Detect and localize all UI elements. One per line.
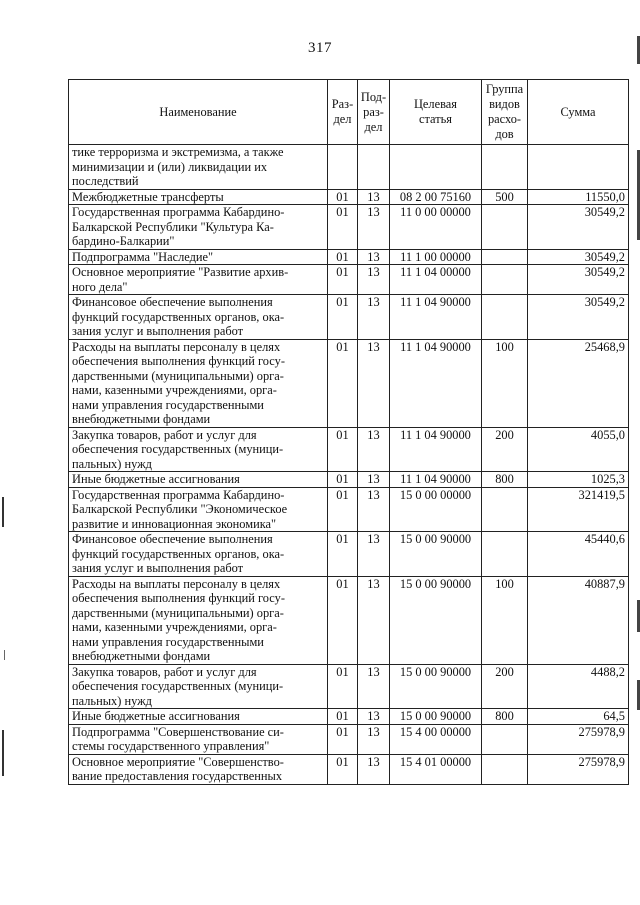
table-row [69, 472, 629, 488]
table-body [69, 145, 629, 785]
row-name-line: Иные бюджетные ассигнования [72, 472, 240, 486]
row-name-line: Закупка товаров, работ и услуг для [72, 427, 257, 442]
razdel-cell: 01 [328, 487, 358, 532]
row-name-line: нами управления государственными [72, 397, 264, 412]
table-row [69, 664, 629, 709]
header-name: Наименование [69, 80, 328, 145]
razdel-cell: 01 [328, 576, 358, 664]
row-name-line: обеспечения государственных (муници- [72, 442, 284, 456]
article-cell: 08 2 00 75160 [390, 189, 482, 205]
sum-cell: 275978,9 [528, 754, 629, 784]
row-name-line: ного дела" [72, 279, 128, 294]
row-name-cell [69, 664, 328, 709]
row-name-cell [69, 472, 328, 488]
row-name-line: Закупка товаров, работ и услуг для [72, 664, 257, 679]
podrazdel-cell: 13 [358, 189, 390, 205]
row-name-line: минимизации и (или) ликвидации их [72, 159, 268, 174]
row-name-cell [69, 487, 328, 532]
group-cell [482, 249, 528, 265]
razdel-cell: 01 [328, 295, 358, 340]
table-row [69, 724, 629, 754]
row-name-line: дарственными (муниципальными) орга- [72, 368, 284, 383]
row-name-line: обеспечения выполнения функций госу- [72, 354, 285, 368]
article-cell: 11 1 04 90000 [390, 427, 482, 472]
article-cell: 11 1 04 00000 [390, 265, 482, 295]
article-cell: 11 1 04 90000 [390, 295, 482, 340]
row-name-line: Балкарской Республики "Экономическое [72, 502, 288, 516]
row-name-line: Межбюджетные трансферты [72, 189, 224, 204]
row-name-line: Государственная программа Кабардино- [72, 487, 285, 502]
row-name-line: Основное мероприятие "Совершенство- [72, 754, 284, 769]
podrazdel-cell: 13 [358, 724, 390, 754]
podrazdel-cell: 13 [358, 427, 390, 472]
sum-cell: 275978,9 [528, 724, 629, 754]
razdel-cell: 01 [328, 472, 358, 488]
row-name-line: Финансовое обеспечение выполнения [72, 532, 273, 546]
row-name-line: Балкарской Республики "Культура Ка- [72, 219, 274, 234]
row-name-line: зания услуг и выполнения работ [72, 324, 244, 338]
row-name-cell [69, 339, 328, 427]
row-name-line: функций государственных органов, ока- [72, 546, 285, 561]
row-name-cell [69, 427, 328, 472]
row-name-line: обеспечения государственных (муници- [72, 679, 284, 693]
razdel-cell: 01 [328, 265, 358, 295]
razdel-cell: 01 [328, 664, 358, 709]
row-name-line: функций государственных органов, ока- [72, 309, 285, 324]
row-name-line: бардино-Балкарии" [72, 234, 175, 248]
row-name-cell [69, 754, 328, 784]
sum-cell: 30549,2 [528, 295, 629, 340]
article-cell: 15 0 00 90000 [390, 576, 482, 664]
group-cell: 800 [482, 709, 528, 725]
row-name-cell [69, 145, 328, 190]
row-name-cell [69, 532, 328, 577]
row-name-line: последствий [72, 174, 139, 188]
scan-margin-mark [4, 650, 5, 660]
row-name-line: Иные бюджетные ассигнования [72, 709, 240, 723]
table-row [69, 709, 629, 725]
scan-margin-mark [2, 497, 4, 527]
podrazdel-cell: 13 [358, 754, 390, 784]
row-name-line: Основное мероприятие "Развитие архив- [72, 265, 289, 279]
table-row [69, 249, 629, 265]
group-cell: 500 [482, 189, 528, 205]
row-name-line: развитие и инновационная экономика" [72, 516, 277, 531]
row-name-line: вание предоставления государственных [72, 769, 283, 783]
group-cell: 100 [482, 576, 528, 664]
article-cell: 11 1 04 90000 [390, 472, 482, 488]
sum-cell: 40887,9 [528, 576, 629, 664]
row-name-cell [69, 576, 328, 664]
budget-table [68, 79, 629, 785]
group-cell: 100 [482, 339, 528, 427]
row-name-cell [69, 295, 328, 340]
podrazdel-cell: 13 [358, 487, 390, 532]
table-row [69, 487, 629, 532]
table-row [69, 205, 629, 250]
razdel-cell [328, 145, 358, 190]
table-row [69, 265, 629, 295]
article-cell: 15 4 00 00000 [390, 724, 482, 754]
razdel-cell: 01 [328, 339, 358, 427]
podrazdel-cell: 13 [358, 472, 390, 488]
page-number: 317 [308, 40, 332, 56]
sum-cell: 45440,6 [528, 532, 629, 577]
row-name-line: стемы государственного управления" [72, 739, 270, 753]
article-cell: 11 0 00 00000 [390, 205, 482, 250]
row-name-line: нами, казенными учреждениями, орга- [72, 620, 277, 634]
row-name-cell [69, 189, 328, 205]
podrazdel-cell: 13 [358, 265, 390, 295]
podrazdel-cell: 13 [358, 339, 390, 427]
row-name-line: Подпрограмма "Совершенствование си- [72, 724, 284, 739]
header-razdel: Раз- дел [328, 80, 358, 145]
article-cell: 15 0 00 90000 [390, 532, 482, 577]
row-name-line: Финансовое обеспечение выполнения [72, 295, 273, 309]
razdel-cell: 01 [328, 427, 358, 472]
scan-margin-mark [2, 730, 4, 776]
podrazdel-cell: 13 [358, 532, 390, 577]
row-name-cell [69, 709, 328, 725]
row-name-line: внебюджетными фондами [72, 412, 211, 426]
table-row [69, 295, 629, 340]
sum-cell: 4055,0 [528, 427, 629, 472]
podrazdel-cell: 13 [358, 664, 390, 709]
table-row [69, 339, 629, 427]
row-name-cell [69, 249, 328, 265]
sum-cell: 30549,2 [528, 249, 629, 265]
sum-cell [528, 145, 629, 190]
article-cell: 15 0 00 00000 [390, 487, 482, 532]
podrazdel-cell: 13 [358, 709, 390, 725]
sum-cell: 321419,5 [528, 487, 629, 532]
sum-cell: 64,5 [528, 709, 629, 725]
group-cell [482, 487, 528, 532]
razdel-cell: 01 [328, 709, 358, 725]
group-cell: 800 [482, 472, 528, 488]
group-cell [482, 265, 528, 295]
sum-cell: 30549,2 [528, 265, 629, 295]
razdel-cell: 01 [328, 249, 358, 265]
sum-cell: 30549,2 [528, 205, 629, 250]
article-cell: 11 1 00 00000 [390, 249, 482, 265]
row-name-line: пальных) нужд [72, 456, 152, 471]
row-name-line: обеспечения выполнения функций госу- [72, 591, 285, 605]
table-row [69, 427, 629, 472]
group-cell [482, 532, 528, 577]
row-name-line: внебюджетными фондами [72, 649, 211, 663]
podrazdel-cell: 13 [358, 295, 390, 340]
article-cell: 15 4 01 00000 [390, 754, 482, 784]
header-sum: Сумма [528, 80, 629, 145]
group-cell [482, 754, 528, 784]
table-row [69, 576, 629, 664]
razdel-cell: 01 [328, 189, 358, 205]
razdel-cell: 01 [328, 754, 358, 784]
row-name-cell [69, 724, 328, 754]
podrazdel-cell: 13 [358, 249, 390, 265]
sum-cell: 4488,2 [528, 664, 629, 709]
table-row [69, 754, 629, 784]
row-name-cell [69, 265, 328, 295]
row-name-line: Подпрограмма "Наследие" [72, 249, 214, 264]
table-header-row [69, 80, 629, 145]
podrazdel-cell [358, 145, 390, 190]
table-row [69, 189, 629, 205]
row-name-line: дарственными (муниципальными) орга- [72, 605, 284, 620]
group-cell: 200 [482, 664, 528, 709]
row-name-cell [69, 205, 328, 250]
group-cell [482, 295, 528, 340]
razdel-cell: 01 [328, 205, 358, 250]
header-article: Целевая статья [390, 80, 482, 145]
row-name-line: нами управления государственными [72, 634, 264, 649]
article-cell [390, 145, 482, 190]
row-name-line: Государственная программа Кабардино- [72, 205, 285, 219]
row-name-line: Расходы на выплаты персоналу в целях [72, 339, 281, 354]
sum-cell: 11550,0 [528, 189, 629, 205]
sum-cell: 1025,3 [528, 472, 629, 488]
row-name-line: тике терроризма и экстремизма, а также [72, 145, 284, 159]
table-row [69, 532, 629, 577]
razdel-cell: 01 [328, 724, 358, 754]
podrazdel-cell: 13 [358, 205, 390, 250]
table-row [69, 145, 629, 190]
article-cell: 15 0 00 90000 [390, 664, 482, 709]
row-name-line: Расходы на выплаты персоналу в целях [72, 576, 281, 591]
group-cell [482, 724, 528, 754]
podrazdel-cell: 13 [358, 576, 390, 664]
row-name-line: зания услуг и выполнения работ [72, 561, 244, 575]
article-cell: 11 1 04 90000 [390, 339, 482, 427]
group-cell [482, 205, 528, 250]
row-name-line: пальных) нужд [72, 693, 152, 708]
sum-cell: 25468,9 [528, 339, 629, 427]
article-cell: 15 0 00 90000 [390, 709, 482, 725]
group-cell [482, 145, 528, 190]
header-group: Группа видов расхо- дов [482, 80, 528, 145]
razdel-cell: 01 [328, 532, 358, 577]
group-cell: 200 [482, 427, 528, 472]
row-name-line: нами, казенными учреждениями, орга- [72, 383, 277, 397]
header-podrazdel: Под- раз- дел [358, 80, 390, 145]
